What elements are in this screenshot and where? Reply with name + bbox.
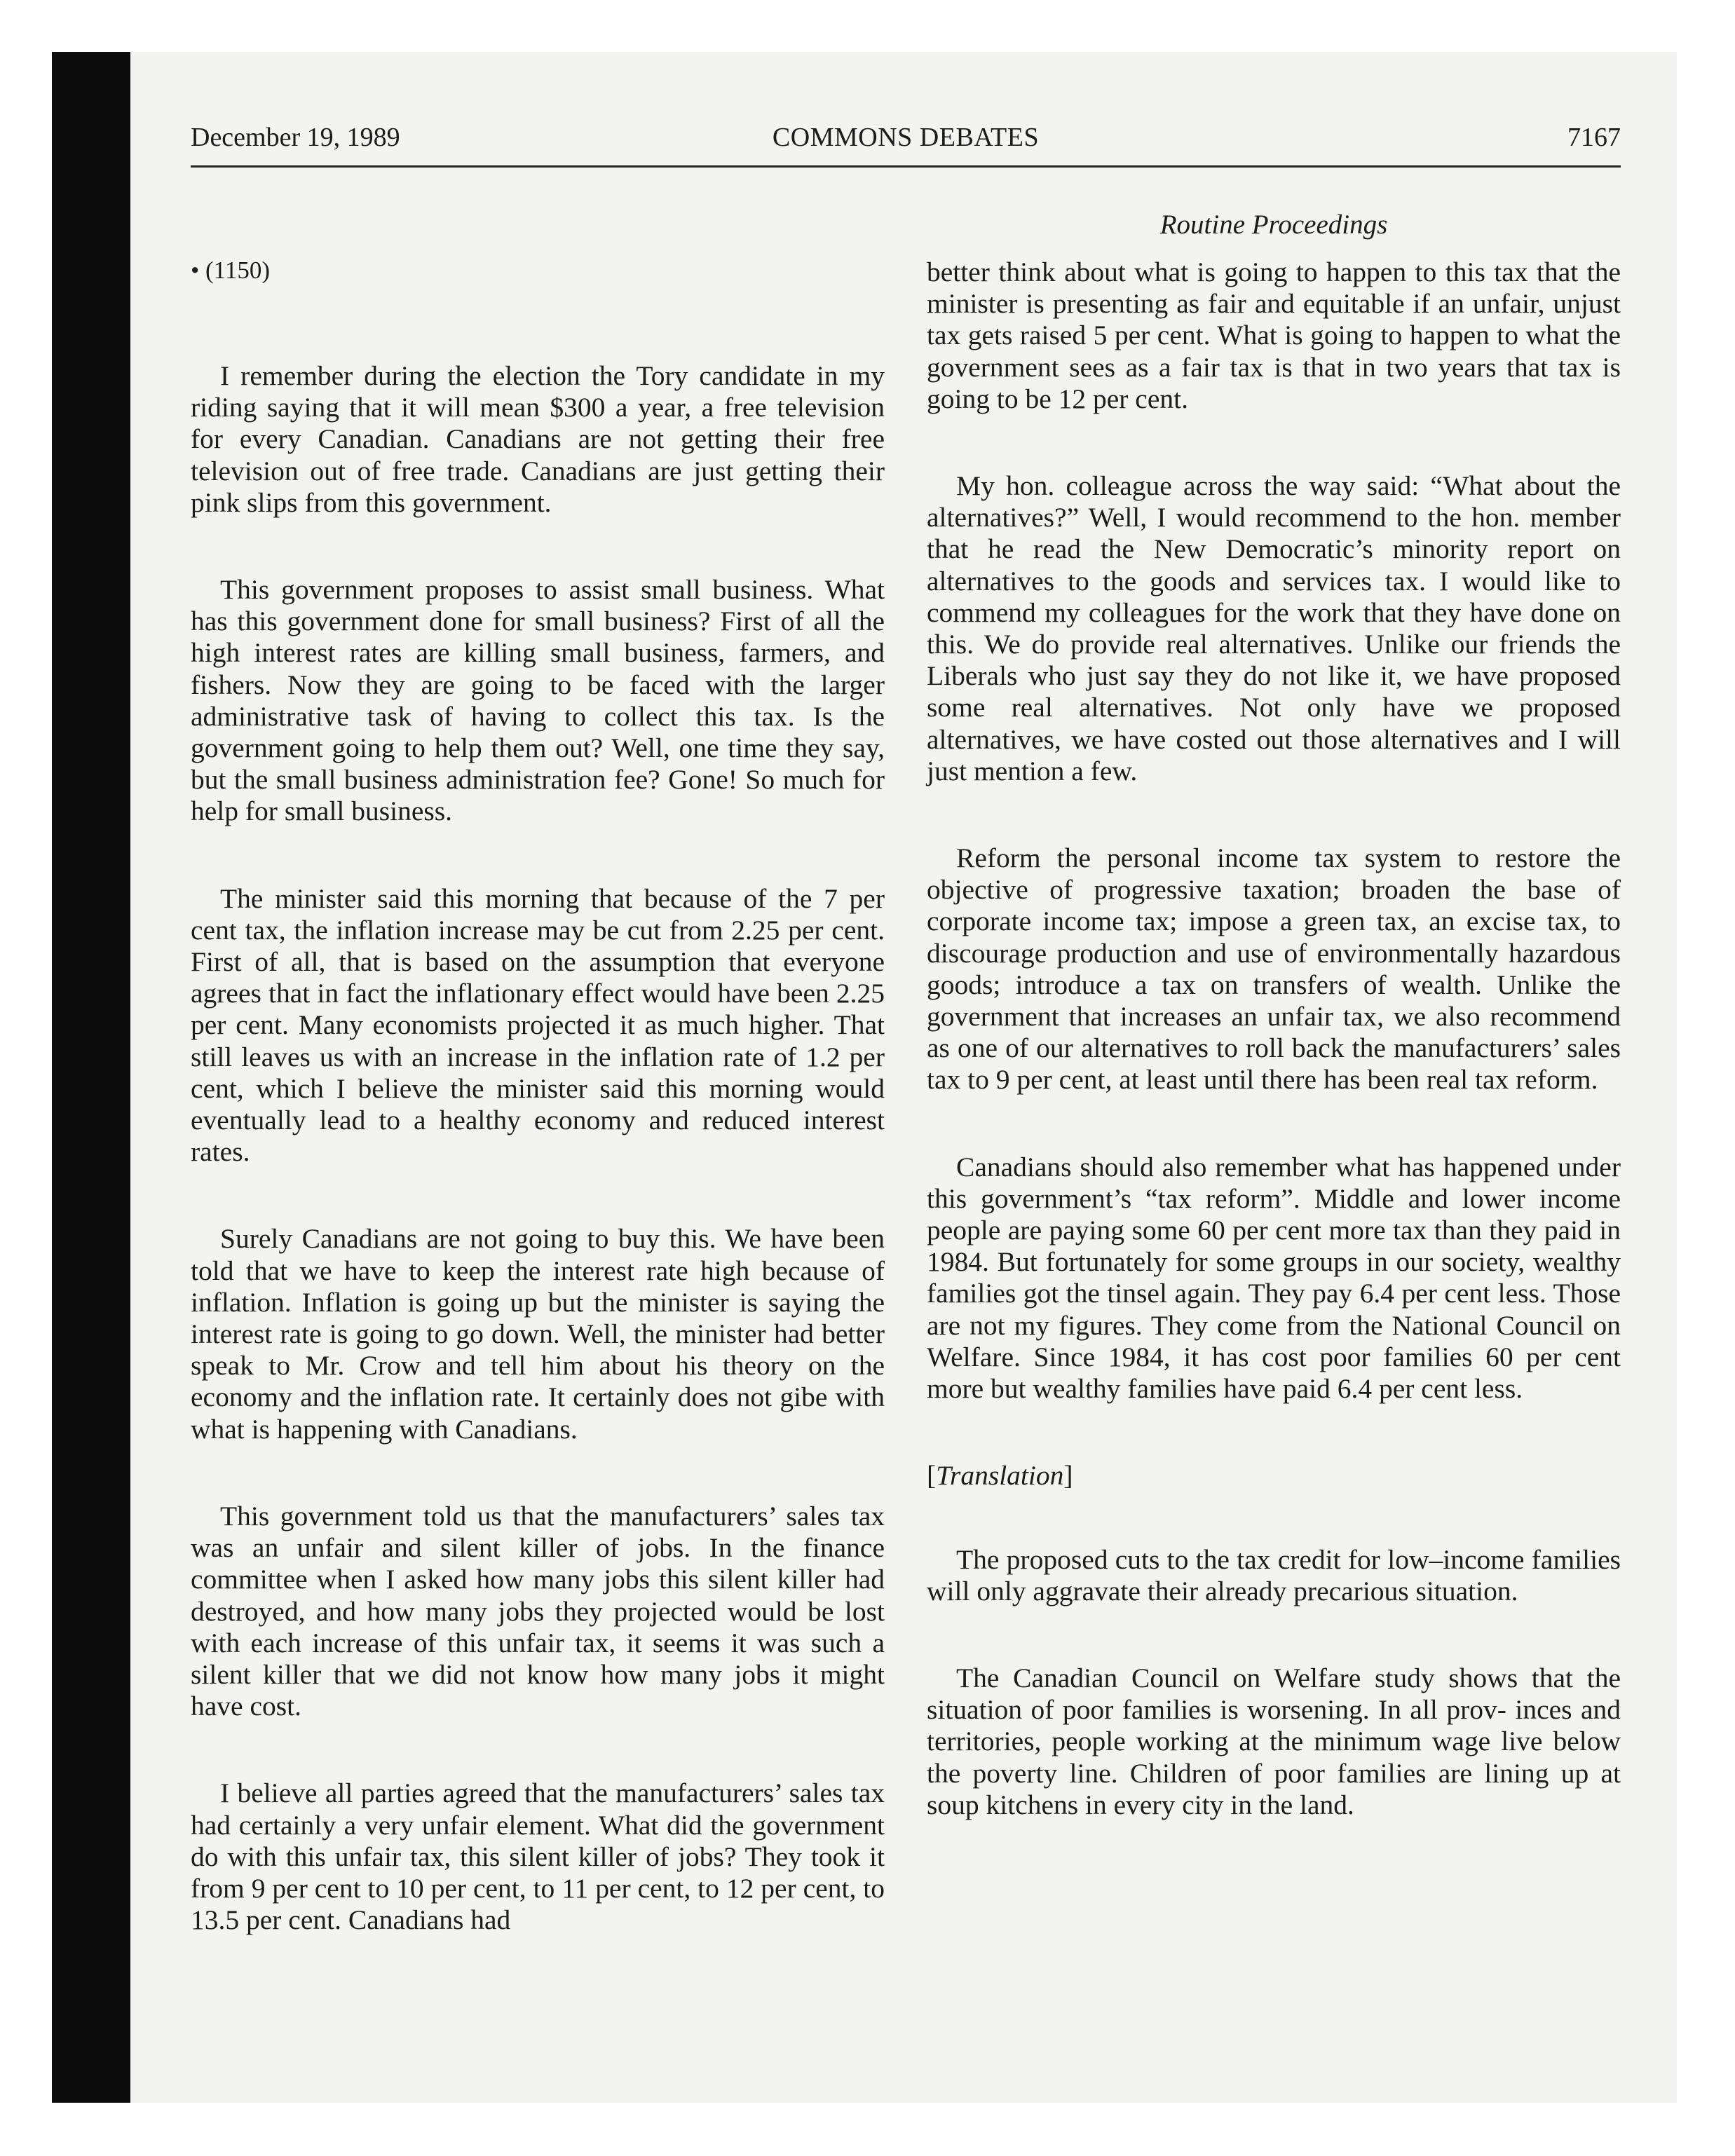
paragraph: The proposed cuts to the tax credit for low–income families will only aggravate their already precarious situation. [927,1543,1621,1606]
bracket-open: [ [927,1460,937,1492]
paragraph: Surely Canadians are not going to buy this. We have been told that we have to keep the interest rate high because of inflation. Inflation is going up but the minister is saying the interest rate is going to go down. Well, the minister had better speak to Mr. Crow and tell him about his theory on the economy and the inflation rate. It certainly does not gibe with what is happening with Canadians. [191,1223,885,1445]
header-rule [191,165,1621,168]
paragraph: This government proposes to assist small business. What has this government done for small business? First of all the high interest rates are killing small business, farmers, and fishers. Now they are going to be faced with the larger administrative task of having to collect this tax. Is the government going to help them out? Well, one time they say, but the small business administration fee? Gone! So much for help for small business. [191,574,885,827]
paragraph: I remember during the election the Tory candidate in my riding saying that it will mean $300 a year, a free television for every Canadian. Canadians are not getting their free television out of free trade. Canadians are just getting their pink slips from this government. [191,360,885,518]
paragraph: Reform the personal income tax system to restore the objective of progressive taxation; broaden the base of corporate income tax; impose a green tax, an excise tax, to discourage production and use of environmentally hazardous goods; introduce a tax on transfers of wealth. Unlike the government that increases an unfair tax, we also recommend as one of our alternatives to roll back the manufacturers’ sales tax to 9 per cent, at least until there has been real tax reform. [927,842,1621,1096]
binding-shadow [52,52,130,2103]
header-date: December 19, 1989 [191,123,400,152]
left-column [191,257,885,1991]
page-number: 7167 [1567,123,1621,152]
section-title: Routine Proceedings [1159,210,1388,240]
paragraph: I believe all parties agreed that the manufacturers’ sales tax had certainly a very unfair element. What did the government do with this unfair tax, this silent killer of jobs? They took it from 9 per cent to 10 per cent, to 11 per cent, to 12 per cent, to 13.5 per cent. Canadians had [191,1778,885,1936]
translation-label: Translation [936,1460,1064,1492]
paragraph: The Canadian Council on Welfare study shows that the situation of poor families is worsening. In all prov- inces and territories, people working at the minimum wage live below the poverty line. Children of poor families are lining up at soup kitchens in every city in the land. [927,1662,1621,1820]
paragraph: The minister said this morning that because of the 7 per cent tax, the inflation increase may be cut from 2.25 per cent. First of all, that is based on the assumption that everyone agrees that in fact the inflationary effect would have been 2.25 per cent. Many economists projected it as much higher. That still leaves us with an increase in the inflation rate of 1.2 per cent, which I believe the minister said this morning would eventually lead to a healthy economy and reduced interest rates. [191,882,885,1168]
paragraph: Canadians should also remember what has happened under this government’s “tax reform”. Middle and lower income people are paying some 60 per cent more tax than they paid in 1984. But fortunately for some groups in our society, wealthy families got the tinsel again. They pay 6.4 per cent less. Those are not my figures. They come from the National Council on Welfare. Since 1984, it has cost poor families 60 per cent more but wealthy families have paid 6.4 per cent less. [927,1151,1621,1405]
continued-paragraph: better think about what is going to happen to this tax that the minister is presenting as fair and equitable if an unfair, unjust tax gets raised 5 per cent. What is going to happen to what the government sees as a fair tax is that in two years that tax is going to be 12 per cent. [927,257,1621,414]
paragraph: My hon. colleague across the way said: “What about the alternatives?” Well, I would recommend to the hon. member that he read the New Democratic’s minority report on alternatives to the goods and services tax. I would like to commend my colleagues for the work that they have done on this. We do provide real alternatives. Unlike our friends the Liberals who just say they do not like it, we have proposed some real alternatives. Not only have we proposed alternatives, we have costed out those alternatives and I will just mention a few. [927,470,1621,786]
right-column [927,257,1621,1876]
time-marker: • (1150) [191,257,271,284]
header-title: COMMONS DEBATES [772,123,1040,152]
paragraph: This government told us that the manufacturers’ sales tax was an unfair and silent killer of jobs. In the finance committee when I asked how many jobs this silent killer had destroyed, and how many jobs they projected would be lost with each increase of this unfair tax, it seems it was such a silent killer that we did not know how many jobs it might have cost. [191,1500,885,1722]
bracket-close: ] [1063,1460,1073,1492]
translation-marker [927,1460,1621,1492]
running-head [191,122,1621,167]
